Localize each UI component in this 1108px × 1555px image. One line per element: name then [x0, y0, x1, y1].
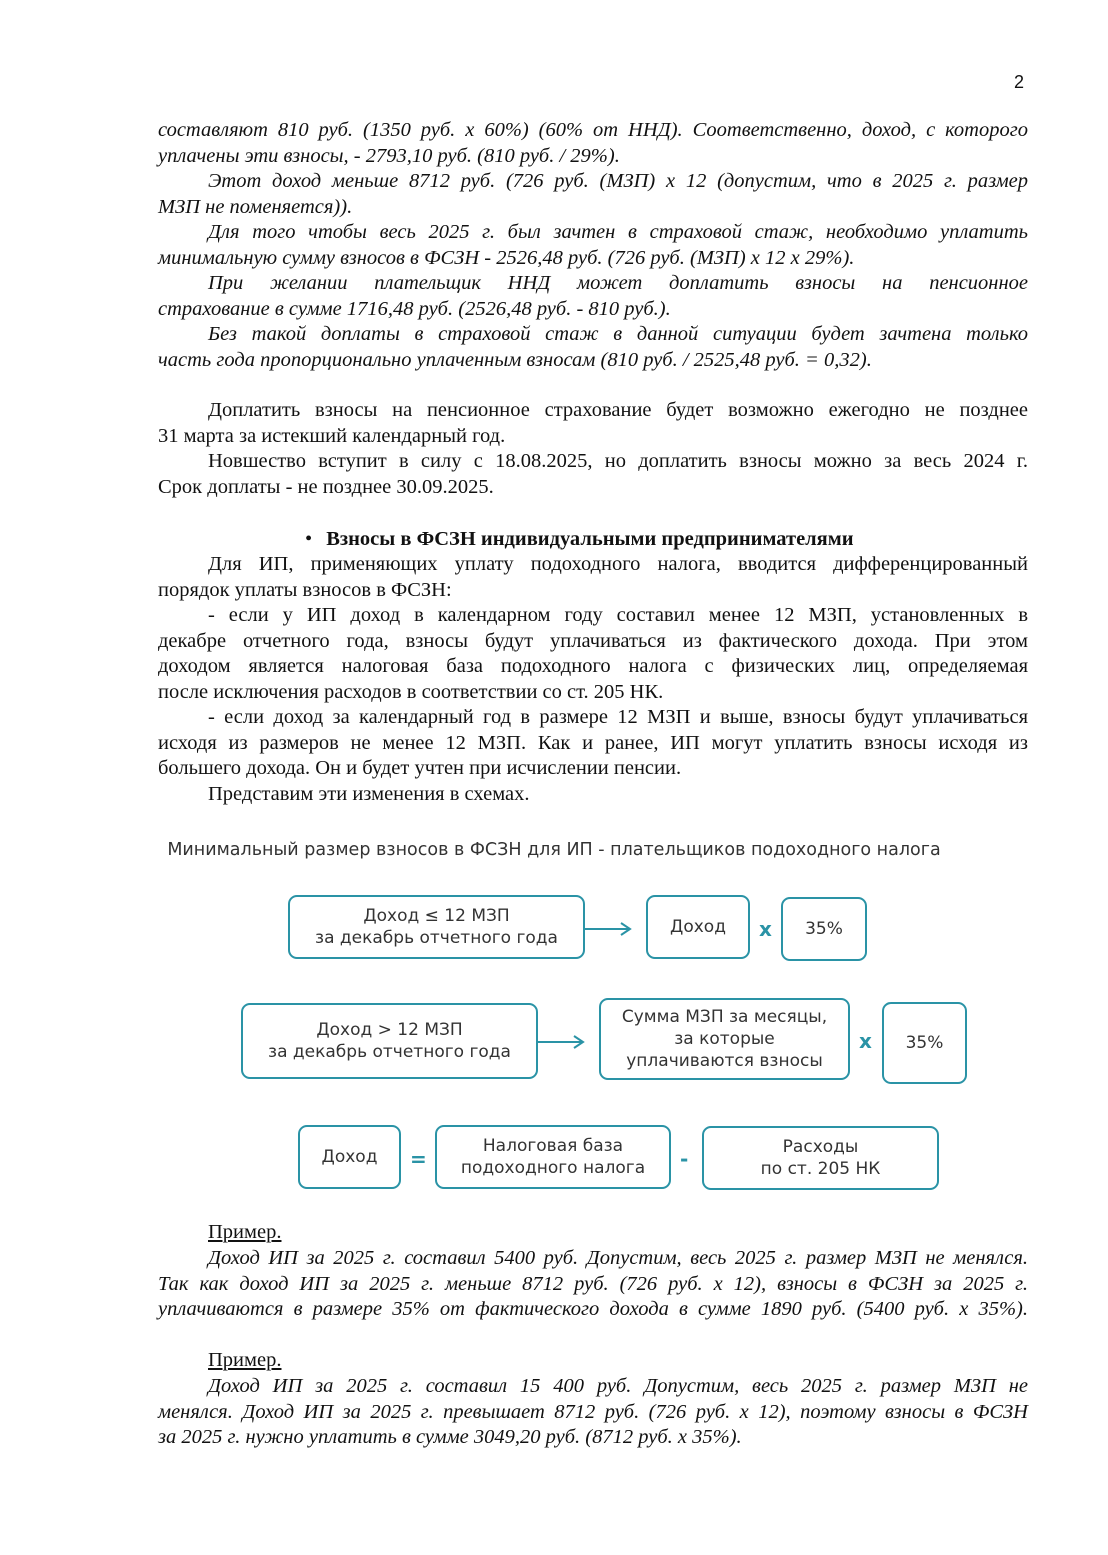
rate-box	[882, 1002, 967, 1084]
text-line: менялся. Доход ИП за 2025 г. превышает 8712 руб. (726 руб. х 12), поэтому взносы в ФСЗН	[158, 1400, 1028, 1423]
box-text: за которые	[674, 1029, 775, 1049]
text-line: 31 марта за истекший календарный год.	[158, 424, 506, 447]
box-text: Расходы	[782, 1137, 859, 1157]
text-line: после исключения расходов в соответствии со ст. 205 НК.	[158, 680, 664, 703]
text-line: Новшество вступит в силу с 18.08.2025, но доплатить взносы можно за весь 2024 г.	[208, 450, 1028, 472]
bullet: •	[305, 528, 313, 550]
section-heading	[305, 527, 925, 553]
box-text: 35%	[905, 1033, 944, 1053]
rate-box	[781, 897, 867, 961]
text-line: Без такой доплаты в страховой стаж в данной ситуации будет зачтена только	[208, 323, 1028, 345]
box-text: Доход ≤ 12 МЗП	[363, 906, 510, 926]
box-text: за декабрь отчетного года	[268, 1042, 511, 1062]
box-text: Доход	[321, 1147, 378, 1167]
tax-base-box	[435, 1125, 671, 1189]
mzp-sum-box	[599, 998, 850, 1080]
text-line: Срок доплаты - не позднее 30.09.2025.	[158, 475, 494, 498]
text-line: доходом является налоговая база подоходного налога с физических лиц, определяемая	[158, 655, 1028, 677]
box-text: Налоговая база	[482, 1136, 624, 1156]
example-heading: Пример.	[208, 1349, 282, 1371]
text-line: порядок уплаты взносов в ФСЗН:	[158, 578, 452, 601]
box-text: уплачиваются взносы	[626, 1051, 823, 1071]
equals-sign: =	[410, 1147, 427, 1171]
text-line: Представим эти изменения в схемах.	[208, 782, 530, 805]
text-line: МЗП не поменяется)).	[158, 195, 353, 218]
box-text: Доход	[670, 917, 726, 937]
text-line: за 2025 г. нужно уплатить в сумме 3049,20 руб. (8712 руб. х 35%).	[158, 1426, 742, 1448]
text-line: Этот доход меньше 8712 руб. (726 руб. (МЗП) х 12 (допустим, что в 2025 г. размер	[208, 170, 1028, 192]
text-line: Доход ИП за 2025 г. составил 5400 руб. Допустим, весь 2025 г. размер МЗП не менялся.	[208, 1247, 1028, 1269]
text-line: При желании плательщик ННД может доплатить взносы на пенсионное	[208, 272, 1028, 294]
text-line: минимальную сумму взносов в ФСЗН - 2526,48 руб. (726 руб. (МЗП) х 12 х 29%).	[158, 246, 855, 269]
arrow-right-icon	[538, 1034, 586, 1050]
text-line: Так как доход ИП за 2025 г. меньше 8712 руб. (726 руб. х 12), взносы в ФСЗН за 2025 г.	[158, 1272, 1028, 1295]
income-box	[646, 895, 750, 959]
text-line: составляют 810 руб. (1350 руб. х 60%) (60% от ННД). Соответственно, доход, с которого	[158, 119, 1028, 141]
diagram-title: Минимальный размер взносов в ФСЗН для ИП - плательщиков подоходного налога	[167, 840, 941, 860]
text-line: большего дохода. Он и будет учтен при исчислении пенсии.	[158, 757, 682, 779]
example-heading: Пример.	[208, 1221, 282, 1243]
income-box	[298, 1125, 401, 1189]
text-line: - если доход за календарный год в размере 12 МЗП и выше, взносы будут уплачиваться	[208, 706, 1028, 728]
condition-box-le	[288, 895, 585, 959]
box-text: по ст. 205 НК	[760, 1159, 881, 1179]
text-line: исходя из размеров не менее 12 МЗП. Как и ранее, ИП могут уплатить взносы исходя из	[158, 731, 1028, 754]
text-line: Для того чтобы весь 2025 г. был зачтен в страховой стаж, необходимо уплатить	[208, 221, 1028, 243]
text-line: Доплатить взносы на пенсионное страхование будет возможно ежегодно не позднее	[208, 399, 1028, 421]
multiply-sign: х	[859, 1029, 872, 1053]
box-text: 35%	[805, 919, 843, 939]
box-text: подоходного налога	[460, 1158, 646, 1178]
text-line: уплачены эти взносы, - 2793,10 руб. (810 руб. / 29%).	[158, 144, 620, 167]
box-text: Доход > 12 МЗП	[316, 1020, 463, 1040]
text-line: часть года пропорционально уплаченным взносам (810 руб. / 2525,48 руб. = 0,32).	[158, 348, 872, 371]
text-line: Доход ИП за 2025 г. составил 15 400 руб. Допустим, весь 2025 г. размер МЗП не	[208, 1375, 1028, 1397]
condition-box-gt	[241, 1003, 538, 1079]
text-line: - если у ИП доход в календарном году составил менее 12 МЗП, установленных в	[208, 604, 1028, 626]
text-line: Для ИП, применяющих уплату подоходного налога, вводится дифференцированный	[208, 553, 1028, 575]
box-text: Сумма МЗП за месяцы,	[621, 1007, 828, 1027]
expenses-box	[702, 1126, 939, 1190]
text-line: уплачиваются в размере 35% от фактического дохода в сумме 1890 руб. (5400 руб. х 35%).	[158, 1298, 1028, 1320]
page-number: 2	[1014, 72, 1025, 92]
section-heading-text: Взносы в ФСЗН индивидуальными предпринимателями	[326, 528, 854, 550]
arrow-right-icon	[585, 921, 633, 937]
multiply-sign: х	[759, 917, 772, 941]
text-line: декабре отчетного года, взносы будут уплачиваться из фактического дохода. При этом	[158, 629, 1028, 652]
minus-sign: -	[680, 1147, 689, 1171]
text-line: страхование в сумме 1716,48 руб. (2526,48 руб. - 810 руб.).	[158, 297, 671, 320]
box-text: за декабрь отчетного года	[315, 928, 558, 948]
